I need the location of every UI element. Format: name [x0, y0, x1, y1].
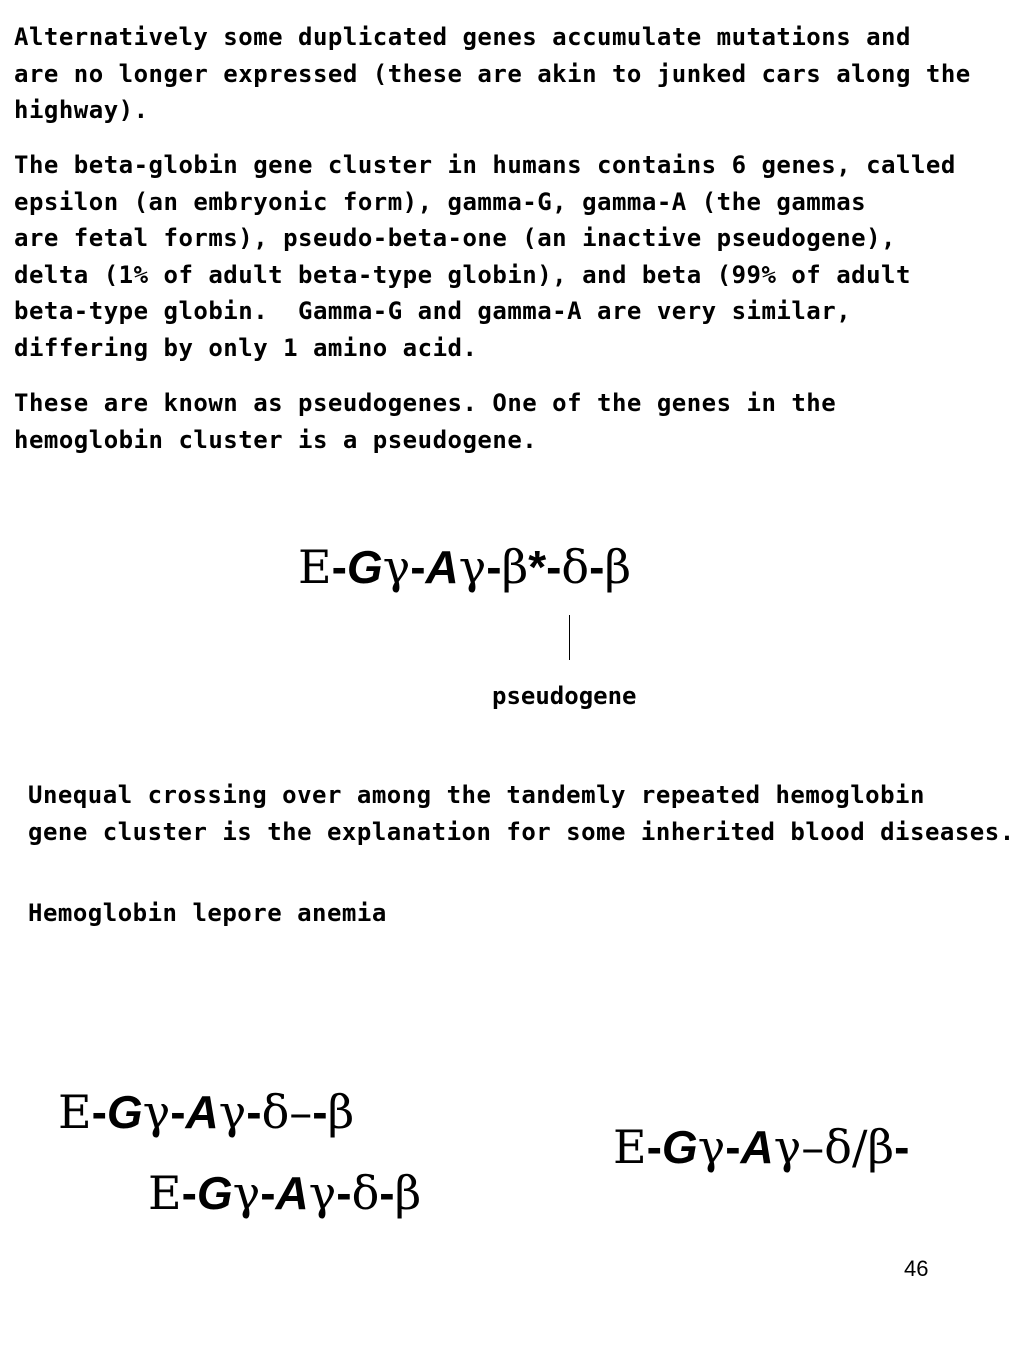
lepore-chromosome-formula-1	[58, 1085, 355, 1139]
dash: -	[336, 1167, 352, 1219]
g-label: G	[196, 1167, 233, 1219]
gamma-symbol: γ	[773, 1120, 802, 1174]
a-label: A	[275, 1167, 309, 1219]
dash: -	[894, 1121, 910, 1173]
dash: -	[331, 541, 347, 593]
paragraph-unequal-crossing-over: Unequal crossing over among the tandemly repeated hemoglobin gene cluster is the explanation for some inherited blood diseases.	[28, 781, 1015, 846]
fusion-slash: /	[851, 1120, 868, 1174]
gamma-symbol: γ	[697, 1120, 726, 1174]
a-label: A	[185, 1086, 219, 1138]
gamma-symbol: γ	[218, 1085, 247, 1139]
beta-globin-cluster-formula	[298, 540, 632, 594]
delta-symbol: δ	[261, 1085, 290, 1139]
paragraph-beta-globin-cluster: The beta-globin gene cluster in humans contains 6 genes, called epsilon (an embryonic form), gamma-G, gamma-A (the gammas are fetal forms), pseudo-beta-one (an inactive pseudogene), delta (1% of adult beta-type globin), and beta (99% of adult beta-type globin. Gamma-G and gamma-A are very similar, differing by only 1 amino acid.	[14, 151, 956, 362]
dash: -	[91, 1086, 107, 1138]
beta-symbol: β	[327, 1085, 355, 1139]
paragraph-lepore-anemia: Hemoglobin lepore anemia	[28, 899, 387, 927]
dash: -	[260, 1167, 276, 1219]
pseudogene-label: pseudogene	[492, 682, 637, 710]
epsilon-symbol: E	[148, 1166, 182, 1220]
beta-symbol: β	[604, 540, 632, 594]
dash: -	[181, 1167, 197, 1219]
beta-symbol: β	[394, 1166, 422, 1220]
dash: -	[589, 541, 605, 593]
paragraph-pseudogenes: These are known as pseudogenes. One of the genes in the hemoglobin cluster is a pseudogene.	[14, 389, 837, 454]
dash: -	[379, 1167, 395, 1219]
dash: -	[486, 541, 502, 593]
gamma-symbol: γ	[142, 1085, 171, 1139]
delta-symbol: δ	[561, 540, 590, 594]
epsilon-symbol: E	[298, 540, 332, 594]
beta-symbol: β	[867, 1120, 895, 1174]
dash: -	[312, 1086, 328, 1138]
gap-dash: –	[289, 1085, 313, 1139]
dash: -	[546, 541, 562, 593]
epsilon-symbol: E	[58, 1085, 92, 1139]
pseudogene-pointer-line	[569, 615, 570, 660]
g-label: G	[661, 1121, 698, 1173]
delta-symbol: δ	[351, 1166, 380, 1220]
dash: -	[410, 541, 426, 593]
dash: -	[725, 1121, 741, 1173]
paragraph-pseudogene-intro: Alternatively some duplicated genes accumulate mutations and are no longer expressed (these are akin to junked cars along the highway).	[14, 23, 971, 124]
a-label: A	[740, 1121, 774, 1173]
lepore-chromosome-formula-2	[148, 1166, 422, 1220]
lepore-fusion-formula	[613, 1120, 910, 1174]
g-label: G	[346, 541, 383, 593]
dash: -	[246, 1086, 262, 1138]
gap-dash: –	[801, 1120, 825, 1174]
gamma-symbol: γ	[308, 1166, 337, 1220]
g-label: G	[106, 1086, 143, 1138]
pseudogene-star: *	[528, 541, 547, 593]
a-label: A	[425, 541, 459, 593]
dash: -	[170, 1086, 186, 1138]
gamma-symbol: γ	[382, 540, 411, 594]
page-number: 46	[904, 1256, 929, 1281]
beta-symbol: β	[501, 540, 529, 594]
gamma-symbol: γ	[232, 1166, 261, 1220]
gamma-symbol: γ	[458, 540, 487, 594]
dash: -	[646, 1121, 662, 1173]
epsilon-symbol: E	[613, 1120, 647, 1174]
delta-symbol: δ	[824, 1120, 852, 1174]
